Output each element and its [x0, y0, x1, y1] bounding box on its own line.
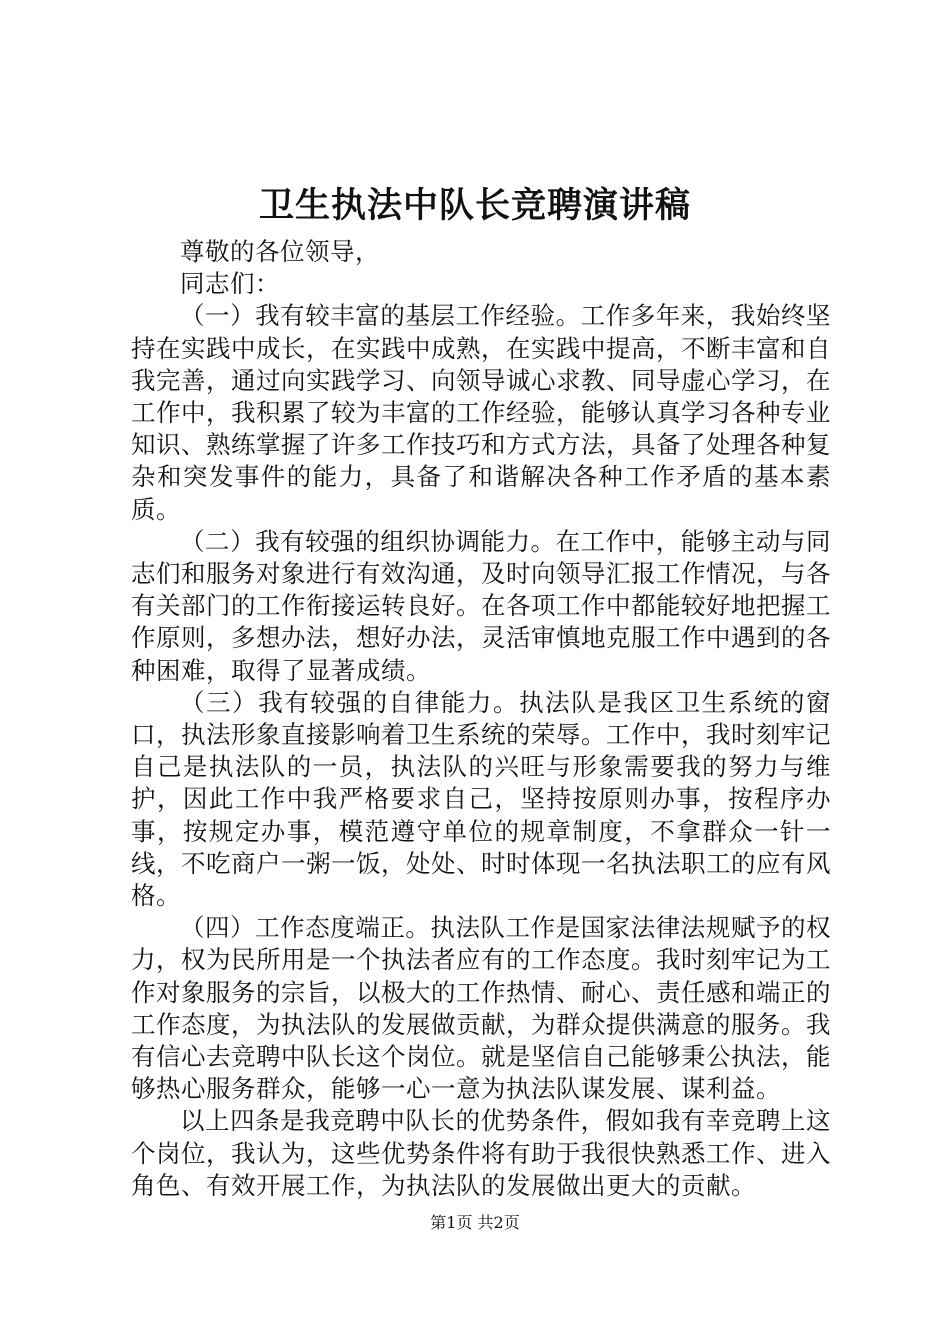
paragraph-1: （一）我有较丰富的基层工作经验。工作多年来，我始终坚持在实践中成长，在实践中成熟，在实践中提高，不断丰富和自我完善，通过向实践学习、向领导诚心求教、同导虚心学习，在工作中，我积累了较为丰富的工作经验，能够认真学习各种专业知识、熟练掌握了许多工作技巧和方式方法，具备了处理各种复杂和突发事件的能力，具备了和谐解决各种工作矛盾的基本素质。	[131, 301, 831, 524]
document-body	[131, 236, 831, 1202]
greeting-line-1: 尊敬的各位领导，	[180, 237, 380, 266]
page-number-footer: 第1页 共2页	[430, 1213, 520, 1232]
paragraph-5: 以上四条是我竞聘中队长的优势条件，假如我有幸竞聘上这个岗位，我认为，这些优势条件将有助于我很快熟悉工作、进入角色、有效开展工作，为执法队的发展做出更大的贡献。	[131, 1106, 831, 1200]
paragraph-3: （三）我有较强的自律能力。执法队是我区卫生系统的窗口，执法形象直接影响着卫生系统的荣辱。工作中，我时刻牢记自己是执法队的一员，执法队的兴旺与形象需要我的努力与维护，因此工作中我严格要求自己，坚持按原则办事，按程序办事，按规定办事，模范遵守单位的规章制度，不拿群众一针一线，不吃商户一粥一饭，处处、时时体现一名执法职工的应有风格。	[131, 687, 831, 911]
paragraph-4: （四）工作态度端正。执法队工作是国家法律法规赋予的权力，权为民所用是一个执法者应有的工作态度。我时刻牢记为工作对象服务的宗旨，以极大的工作热情、耐心、责任感和端正的工作态度，为执法队的发展做贡献，为群众提供满意的服务。我有信心去竞聘中队长这个岗位。就是坚信自己能够秉公执法，能够热心服务群众，能够一心一意为执法队谋发展、谋利益。	[131, 913, 831, 1104]
document-title: 卫生执法中队长竞聘演讲稿	[258, 186, 691, 226]
paragraph-2: （二）我有较强的组织协调能力。在工作中，能够主动与同志们和服务对象进行有效沟通，及时向领导汇报工作情况，与各有关部门的工作衔接运转良好。在各项工作中都能较好地把握工作原则，多想办法，想好办法，灵活审慎地克服工作中遇到的各种困难，取得了显著成绩。	[131, 526, 831, 685]
greeting-line-2: 同志们：	[180, 269, 280, 299]
